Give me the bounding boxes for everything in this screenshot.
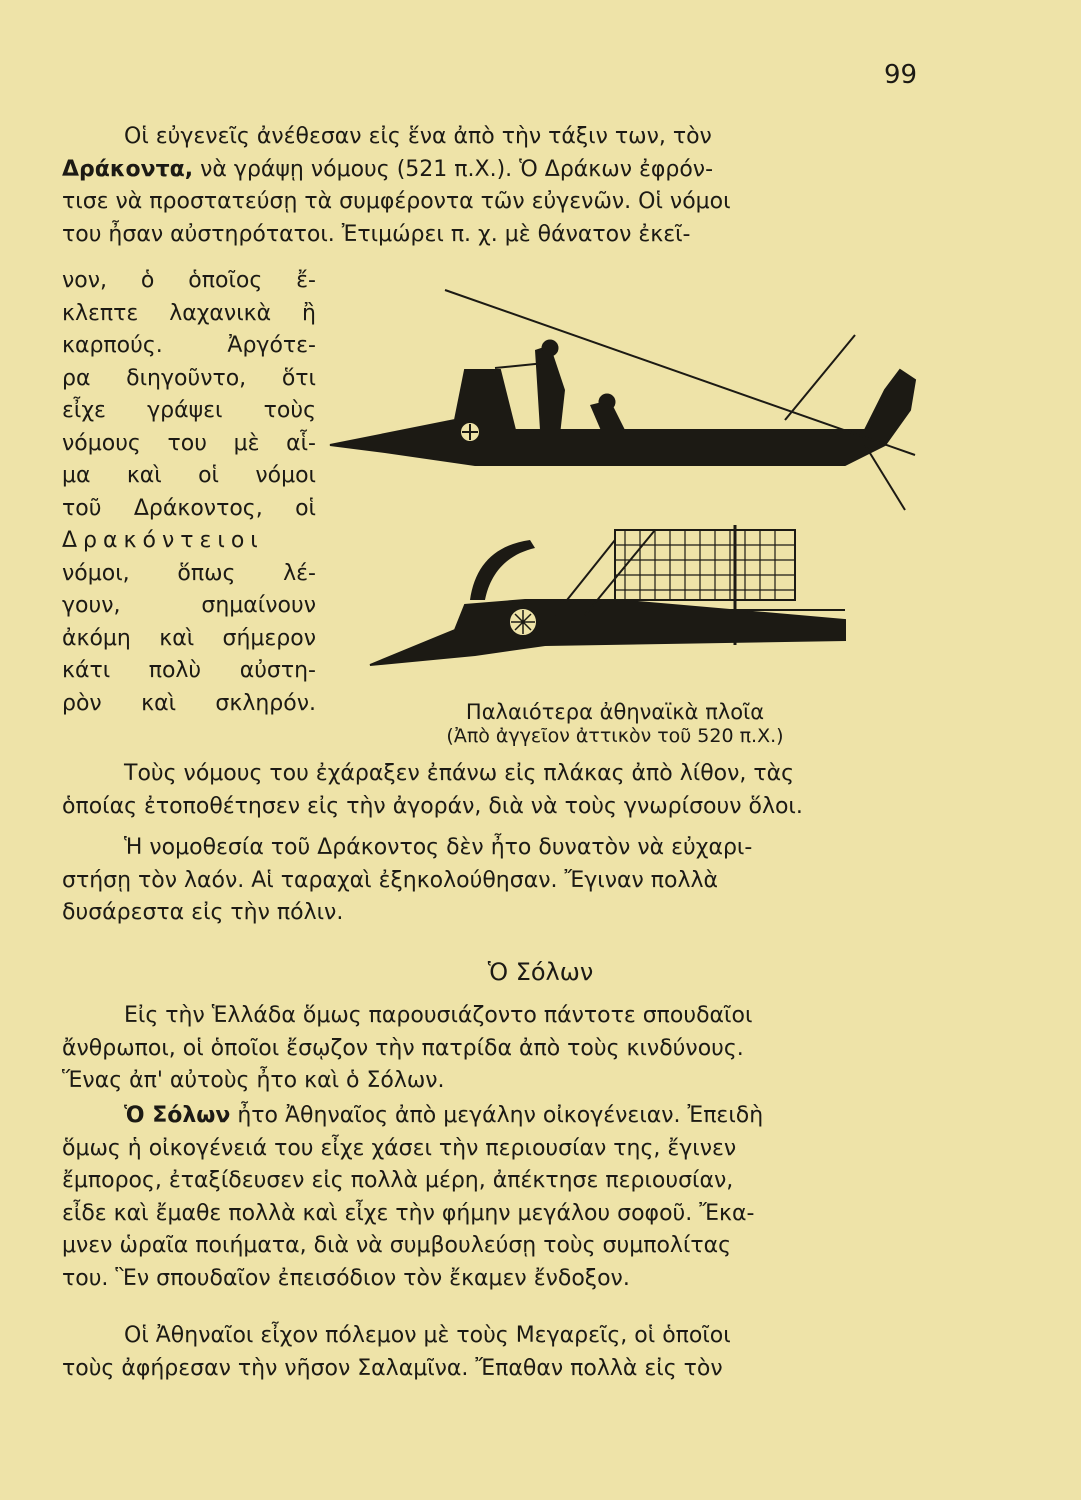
- text-line: Οἱ εὐγενεῖς ἀνέθεσαν εἰς ἕνα ἀπὸ τὴν τάξιν των, τὸν: [124, 124, 712, 149]
- text-line: ἄνθρωποι, οἱ ὁποῖοι ἔσῳζον τὴν πατρίδα ἀπὸ τοὺς κινδύνους.: [62, 1035, 744, 1061]
- text-line: στήσῃ τὸν λαόν. Αἱ ταραχαὶ ἐξηκολούθησαν. Ἔγιναν πολλὰ: [62, 867, 719, 893]
- text-line: κλεπτε λαχανικὰ ἢ: [62, 300, 316, 326]
- text-line: καρπούς. Ἀργότε-: [62, 333, 316, 358]
- text-line: ὅμως ἡ οἰκογένειά του εἶχε χάσει τὴν περιουσίαν της, ἔγινεν: [62, 1135, 737, 1161]
- text-line: μνεν ὡραῖα ποιήματα, διὰ νὰ συμβουλεύσῃ τοὺς συμπολίτας: [62, 1233, 732, 1258]
- text-line: δυσάρεστα εἰς τὴν πόλιν.: [62, 900, 344, 925]
- text-line: Ἡ νομοθεσία τοῦ Δράκοντος δὲν ἦτο δυνατὸν νὰ εὐχαρι-: [124, 835, 753, 860]
- text-fragment: ἦτο Ἀθηναῖος ἀπὸ μεγάλην οἰκογένειαν. Ἐπειδὴ: [230, 1103, 764, 1128]
- text-line: [62, 154, 914, 187]
- text-line: Δρακόντειοι: [62, 528, 264, 553]
- text-line: του. Ἓν σπουδαῖον ἐπεισόδιον τὸν ἔκαμεν ἔνδοξον.: [62, 1265, 630, 1291]
- paragraph-drakon-laws: [62, 758, 914, 823]
- figure-caption: Παλαιότερα ἀθηναϊκὰ πλοῖα: [465, 700, 765, 724]
- text-line: ἔμπορος, ἐταξίδευσεν εἰς πολλὰ μέρη, ἀπέκτησε περιουσίαν,: [62, 1168, 734, 1193]
- figure-caption-source: (Ἀπὸ ἀγγεῖον ἀττικὸν τοῦ 520 π.Χ.): [446, 725, 784, 747]
- paragraph-solon-biography: [62, 1100, 914, 1295]
- paragraph-drakon-legislation: [62, 832, 914, 930]
- text-line: μα καὶ οἱ νόμοι: [62, 463, 316, 488]
- text-line: νόμους του μὲ αἷ-: [62, 430, 316, 456]
- text-line: ἀκόμη καὶ σήμερον: [62, 625, 316, 651]
- text-line: Εἰς τὴν Ἑλλάδα ὅμως παρουσιάζοντο πάντοτε σπουδαῖοι: [124, 1003, 753, 1028]
- text-line: τοὺς ἀφήρεσαν τὴν νῆσον Σαλαμῖνα. Ἔπαθαν πολλὰ εἰς τὸν: [62, 1355, 723, 1381]
- section-heading-solon: Ὁ Σόλων: [487, 958, 594, 986]
- paragraph-megara-war: [62, 1320, 914, 1385]
- text-line: εἶδε καὶ ἔμαθε πολλὰ καὶ εἶχε τὴν φήμην μεγάλου σοφοῦ. Ἔκα-: [62, 1200, 755, 1226]
- text-line: Οἱ Ἀθηναῖοι εἶχον πόλεμον μὲ τοὺς Μεγαρεῖς, οἱ ὁποῖοι: [124, 1323, 731, 1348]
- bold-term: Ὁ Σόλων: [124, 1103, 231, 1128]
- text-line: Ἕνας ἀπ' αὐτοὺς ἦτο καὶ ὁ Σόλων.: [62, 1068, 445, 1093]
- paragraph-drakon-intro: [62, 121, 914, 251]
- text-line: ρα διηγοῦντο, ὅτι: [62, 365, 316, 391]
- bold-term: Δράκοντα,: [62, 156, 194, 182]
- paragraph-greece-important-men: [62, 1000, 914, 1098]
- text-line: κάτι πολὺ αὐστη-: [62, 658, 316, 683]
- text-line: τοῦ Δράκοντος, οἱ: [62, 495, 316, 521]
- text-line: τισε νὰ προστατεύσῃ τὰ συμφέροντα τῶν εὐγενῶν. Οἱ νόμοι: [62, 189, 731, 214]
- text-line: εἶχε γράψει τοὺς: [62, 398, 316, 423]
- text-line: ρὸν καὶ σκληρόν.: [62, 690, 316, 716]
- text-fragment: νὰ γράψῃ νόμους (521 π.Χ.). Ὁ Δράκων ἐφρόν-: [193, 156, 714, 182]
- warship-upper-icon: [330, 290, 915, 510]
- warship-lower-icon: [370, 525, 845, 665]
- text-line: νόμοι, ὅπως λέ-: [62, 560, 316, 586]
- ships-illustration: [325, 270, 920, 680]
- text-line: ὁποίας ἐτοποθέτησεν εἰς τὴν ἀγοράν, διὰ νὰ τοὺς γνωρίσουν ὅλοι.: [62, 793, 803, 819]
- text-line: Τοὺς νόμους του ἐχάραξεν ἐπάνω εἰς πλάκας ἀπὸ λίθον, τὰς: [124, 761, 795, 786]
- page-number: 99: [884, 60, 918, 90]
- text-line: νον, ὁ ὁποῖος ἔ-: [62, 268, 316, 293]
- text-line: γουν, σημαίνουν: [62, 593, 316, 618]
- text-line: [62, 1100, 914, 1133]
- paragraph-drakon-narrow-column: [62, 265, 316, 720]
- text-line: του ἦσαν αὐστηρότατοι. Ἐτιμώρει π. χ. μὲ θάνατον ἐκεῖ-: [62, 221, 691, 247]
